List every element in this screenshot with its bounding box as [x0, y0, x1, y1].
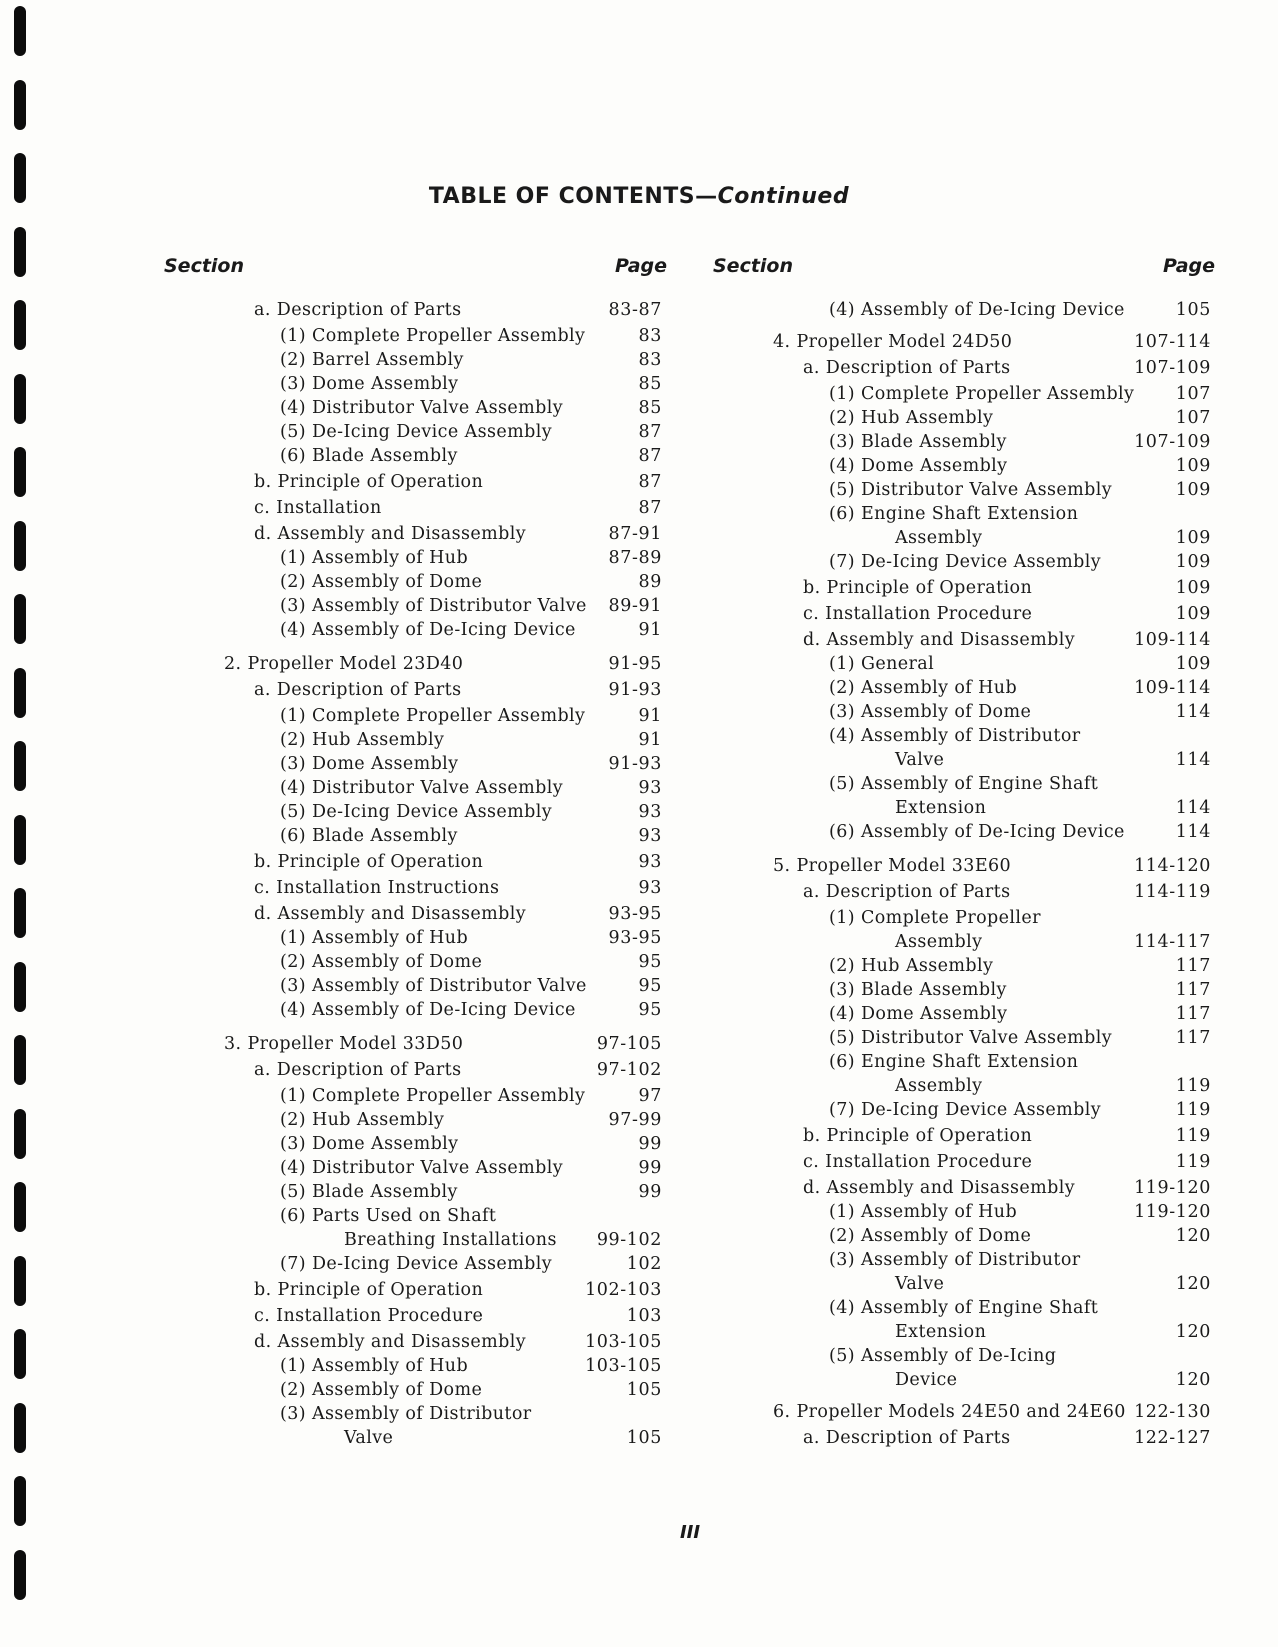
toc-entry-label: (4) Dome Assembly: [829, 1004, 1008, 1024]
toc-entry-label: Assembly: [895, 932, 983, 952]
toc-entry-label: 2. Propeller Model 23D40: [224, 654, 464, 674]
toc-entry-label: (3) Dome Assembly: [280, 754, 459, 774]
toc-entry-label: d. Assembly and Disassembly: [803, 1178, 1076, 1198]
toc-entry-label: (5) De-Icing Device Assembly: [280, 422, 553, 442]
toc-entry-label: d. Assembly and Disassembly: [254, 524, 527, 544]
toc-entry-page: 83: [638, 350, 662, 370]
toc-entry-label: c. Installation Procedure: [254, 1306, 484, 1326]
toc-entry-label: (5) Blade Assembly: [280, 1182, 458, 1202]
toc-entry-label: (1) Assembly of Hub: [280, 928, 469, 948]
binding-hole: [14, 1182, 26, 1232]
toc-entry-page: 93: [638, 778, 662, 798]
toc-entry-label: (2) Assembly of Dome: [280, 1380, 483, 1400]
binding-hole: [14, 1476, 26, 1526]
toc-entry-page: 114-117: [1134, 932, 1211, 952]
left-section-header: Section: [164, 255, 245, 277]
toc-entry-label: Breathing Installations: [344, 1230, 557, 1250]
toc-entry-label: (1) Complete Propeller Assembly: [829, 384, 1135, 404]
toc-entry-page: 93-95: [608, 928, 662, 948]
binding-hole: [14, 594, 26, 644]
toc-entry-page: 93-95: [608, 904, 662, 924]
toc-entry-page: 93: [638, 826, 662, 846]
toc-entry-label: (2) Assembly of Dome: [280, 572, 483, 592]
toc-entry-page: 99: [638, 1182, 662, 1202]
toc-entry-label: 4. Propeller Model 24D50: [773, 332, 1013, 352]
toc-entry-page: 120: [1175, 1370, 1211, 1390]
toc-entry-label: (3) Assembly of Dome: [829, 702, 1032, 722]
toc-entry-label: d. Assembly and Disassembly: [803, 630, 1076, 650]
binding-hole: [14, 521, 26, 571]
toc-entry-page: 117: [1175, 980, 1211, 1000]
toc-entry-label: Valve: [895, 1274, 945, 1294]
toc-entry-page: 87: [638, 446, 662, 466]
binding-hole: [14, 1109, 26, 1159]
toc-entry-page: 89-91: [608, 596, 662, 616]
toc-entry-label: b. Principle of Operation: [803, 578, 1033, 598]
toc-entry-label: (4) Distributor Valve Assembly: [280, 778, 564, 798]
toc-entry-label: (5) Distributor Valve Assembly: [829, 1028, 1113, 1048]
toc-entry-page: 114: [1175, 798, 1211, 818]
toc-entry-page: 102-103: [585, 1280, 662, 1300]
binding-hole: [14, 300, 26, 350]
toc-entry-label: (2) Assembly of Dome: [829, 1226, 1032, 1246]
toc-entry-page: 114-119: [1134, 882, 1211, 902]
toc-entry-page: 93: [638, 852, 662, 872]
toc-entry-page: 117: [1175, 956, 1211, 976]
toc-entry-page: 120: [1175, 1322, 1211, 1342]
toc-entry-page: 114: [1175, 750, 1211, 770]
toc-entry-page: 107-109: [1134, 358, 1211, 378]
toc-entry-page: 122-127: [1134, 1428, 1211, 1448]
toc-entry-label: (5) Assembly of Engine Shaft: [829, 774, 1099, 794]
toc-entry-page: 91-93: [608, 680, 662, 700]
title-main: TABLE OF CONTENTS—: [428, 184, 718, 209]
right-page-header: Page: [1163, 255, 1216, 277]
toc-entry-label: (2) Assembly of Dome: [280, 952, 483, 972]
toc-entry-page: 87: [638, 422, 662, 442]
toc-entry-label: (2) Hub Assembly: [280, 1110, 445, 1130]
toc-entry-page: 122-130: [1134, 1402, 1211, 1422]
toc-entry-page: 105: [626, 1428, 662, 1448]
toc-entry-page: 107: [1175, 408, 1211, 428]
toc-entry-label: (1) Assembly of Hub: [829, 1202, 1018, 1222]
binding-hole: [14, 1329, 26, 1379]
toc-entry-page: 114: [1175, 822, 1211, 842]
binding-hole: [14, 668, 26, 718]
toc-entry-page: 85: [638, 374, 662, 394]
toc-entry-page: 119: [1175, 1100, 1211, 1120]
toc-entry-label: Assembly: [895, 1076, 983, 1096]
toc-entry-label: (7) De-Icing Device Assembly: [829, 1100, 1102, 1120]
toc-entry-page: 103-105: [585, 1356, 662, 1376]
toc-entry-label: (3) Assembly of Distributor Valve: [280, 596, 587, 616]
toc-entry-page: 120: [1175, 1274, 1211, 1294]
toc-entry-label: (1) Complete Propeller Assembly: [280, 1086, 586, 1106]
toc-entry-label: 6. Propeller Models 24E50 and 24E60: [773, 1402, 1126, 1422]
toc-entry-label: a. Description of Parts: [803, 882, 1011, 902]
toc-entry-page: 87-91: [608, 524, 662, 544]
toc-entry-label: (2) Hub Assembly: [829, 408, 994, 428]
toc-entry-page: 91: [638, 730, 662, 750]
toc-entry-label: (5) Distributor Valve Assembly: [829, 480, 1113, 500]
toc-entry-page: 114-120: [1134, 856, 1211, 876]
toc-entry-label: a. Description of Parts: [254, 680, 462, 700]
toc-entry-label: Device: [895, 1370, 958, 1390]
toc-entry-label: (4) Assembly of Distributor: [829, 726, 1081, 746]
toc-entry-label: (2) Hub Assembly: [829, 956, 994, 976]
toc-entry-label: (2) Assembly of Hub: [829, 678, 1018, 698]
toc-entry-label: 3. Propeller Model 33D50: [224, 1034, 464, 1054]
toc-entry-page: 103-105: [585, 1332, 662, 1352]
toc-entry-label: (3) Dome Assembly: [280, 1134, 459, 1154]
binding-hole: [14, 374, 26, 424]
toc-entry-label: (7) De-Icing Device Assembly: [280, 1254, 553, 1274]
toc-entry-label: a. Description of Parts: [254, 300, 462, 320]
toc-entry-page: 119-120: [1134, 1202, 1211, 1222]
toc-entry-page: 109: [1175, 480, 1211, 500]
toc-entry-page: 87-89: [608, 548, 662, 568]
toc-entry-page: 85: [638, 398, 662, 418]
toc-entry-page: 109: [1175, 552, 1211, 572]
toc-entry-page: 93: [638, 878, 662, 898]
toc-entry-label: (5) Assembly of De-Icing: [829, 1346, 1057, 1366]
toc-entry-page: 91: [638, 620, 662, 640]
toc-entry-label: (6) Engine Shaft Extension: [829, 504, 1079, 524]
toc-entry-page: 119: [1175, 1076, 1211, 1096]
binding-hole: [14, 1035, 26, 1085]
toc-entry-label: (1) General: [829, 654, 935, 674]
binding-hole: [14, 447, 26, 497]
toc-entry-label: a. Description of Parts: [803, 1428, 1011, 1448]
toc-entry-page: 119: [1175, 1152, 1211, 1172]
binding-hole: [14, 815, 26, 865]
toc-entry-label: (3) Assembly of Distributor: [829, 1250, 1081, 1270]
toc-entry-label: (5) De-Icing Device Assembly: [280, 802, 553, 822]
toc-entry-page: 109: [1175, 604, 1211, 624]
toc-entry-label: (1) Complete Propeller Assembly: [280, 706, 586, 726]
toc-entry-label: (4) Dome Assembly: [829, 456, 1008, 476]
toc-entry-label: (4) Assembly of De-Icing Device: [829, 300, 1125, 320]
toc-entry-label: Assembly: [895, 528, 983, 548]
toc-entry-page: 114: [1175, 702, 1211, 722]
toc-entry-label: c. Installation Procedure: [803, 1152, 1033, 1172]
binding-hole: [14, 741, 26, 791]
toc-entry-page: 83-87: [608, 300, 662, 320]
toc-entry-page: 107: [1175, 384, 1211, 404]
toc-entry-page: 119-120: [1134, 1178, 1211, 1198]
toc-entry-label: (6) Parts Used on Shaft: [280, 1206, 497, 1226]
toc-entry-label: (4) Distributor Valve Assembly: [280, 1158, 564, 1178]
page-number: III: [679, 1522, 701, 1543]
toc-entry-page: 87: [638, 472, 662, 492]
toc-entry-label: d. Assembly and Disassembly: [254, 1332, 527, 1352]
toc-entry-page: 95: [638, 1000, 662, 1020]
toc-entry-page: 107-109: [1134, 432, 1211, 452]
toc-entry-page: 91: [638, 706, 662, 726]
toc-entry-page: 97-102: [596, 1060, 662, 1080]
toc-entry-label: (6) Assembly of De-Icing Device: [829, 822, 1125, 842]
toc-entry-label: (2) Hub Assembly: [280, 730, 445, 750]
toc-entry-label: Valve: [344, 1428, 394, 1448]
toc-entry-label: a. Description of Parts: [803, 358, 1011, 378]
toc-entry-label: (4) Assembly of Engine Shaft: [829, 1298, 1099, 1318]
toc-entry-label: (6) Engine Shaft Extension: [829, 1052, 1079, 1072]
binding-hole: [14, 6, 26, 56]
toc-entry-label: (3) Assembly of Distributor Valve: [280, 976, 587, 996]
left-page-header: Page: [615, 255, 668, 277]
toc-entry-label: (6) Blade Assembly: [280, 826, 458, 846]
toc-entry-label: c. Installation: [254, 498, 382, 518]
toc-entry-label: (3) Dome Assembly: [280, 374, 459, 394]
toc-entry-label: (1) Assembly of Hub: [280, 548, 469, 568]
toc-entry-label: Extension: [895, 798, 987, 818]
toc-entry-label: (7) De-Icing Device Assembly: [829, 552, 1102, 572]
toc-entry-page: 95: [638, 976, 662, 996]
toc-entry-page: 95: [638, 952, 662, 972]
binding-hole: [14, 80, 26, 130]
spiral-binding: [8, 0, 24, 1647]
binding-hole: [14, 1256, 26, 1306]
binding-hole: [14, 962, 26, 1012]
toc-entry-label: (1) Assembly of Hub: [280, 1356, 469, 1376]
toc-entry-label: (3) Assembly of Distributor: [280, 1404, 532, 1424]
toc-entry-label: b. Principle of Operation: [254, 472, 484, 492]
toc-entry-page: 109: [1175, 578, 1211, 598]
toc-entry-label: b. Principle of Operation: [254, 852, 484, 872]
toc-entry-label: (2) Barrel Assembly: [280, 350, 464, 370]
toc-entry-label: (3) Blade Assembly: [829, 980, 1007, 1000]
toc-entry-label: Valve: [895, 750, 945, 770]
toc-entry-page: 93: [638, 802, 662, 822]
toc-entry-label: (3) Blade Assembly: [829, 432, 1007, 452]
toc-entry-label: a. Description of Parts: [254, 1060, 462, 1080]
toc-entry-label: (1) Complete Propeller Assembly: [280, 326, 586, 346]
toc-entry-page: 91-95: [608, 654, 662, 674]
toc-entry-label: c. Installation Procedure: [803, 604, 1033, 624]
toc-entry-page: 97-99: [608, 1110, 662, 1130]
toc-entry-page: 102: [626, 1254, 662, 1274]
toc-entry-page: 87: [638, 498, 662, 518]
toc-entry-label: d. Assembly and Disassembly: [254, 904, 527, 924]
toc-entry-label: b. Principle of Operation: [803, 1126, 1033, 1146]
toc-entry-label: 5. Propeller Model 33E60: [773, 856, 1012, 876]
toc-entry-page: 99: [638, 1158, 662, 1178]
binding-hole: [14, 888, 26, 938]
toc-entry-page: 109: [1175, 528, 1211, 548]
toc-entry-page: 99: [638, 1134, 662, 1154]
toc-entry-page: 83: [638, 326, 662, 346]
toc-entry-page: 117: [1175, 1028, 1211, 1048]
toc-entry-page: 97-105: [596, 1034, 662, 1054]
toc-entry-label: (1) Complete Propeller: [829, 908, 1041, 928]
toc-entry-label: c. Installation Instructions: [254, 878, 500, 898]
binding-hole: [14, 1550, 26, 1600]
toc-entry-page: 105: [1175, 300, 1211, 320]
toc-entry-label: (4) Distributor Valve Assembly: [280, 398, 564, 418]
toc-entry-page: 89: [638, 572, 662, 592]
toc-entry-page: 109: [1175, 654, 1211, 674]
toc-entry-page: 107-114: [1134, 332, 1211, 352]
page-title: [0, 184, 1278, 209]
toc-entry-page: 97: [638, 1086, 662, 1106]
toc-entry-page: 99-102: [596, 1230, 662, 1250]
toc-entry-page: 103: [626, 1306, 662, 1326]
toc-entry-page: 119: [1175, 1126, 1211, 1146]
toc-entry-page: 109-114: [1134, 630, 1211, 650]
toc-entry-page: 91-93: [608, 754, 662, 774]
toc-entry-label: Extension: [895, 1322, 987, 1342]
toc-entry-page: 105: [626, 1380, 662, 1400]
binding-hole: [14, 1403, 26, 1453]
toc-entry-label: (6) Blade Assembly: [280, 446, 458, 466]
toc-entry-label: (4) Assembly of De-Icing Device: [280, 1000, 576, 1020]
toc-entry-label: (4) Assembly of De-Icing Device: [280, 620, 576, 640]
toc-entry-page: 109: [1175, 456, 1211, 476]
toc-entry-page: 120: [1175, 1226, 1211, 1246]
toc-entry-page: 109-114: [1134, 678, 1211, 698]
binding-hole: [14, 227, 26, 277]
toc-entry-page: 117: [1175, 1004, 1211, 1024]
toc-entry-label: b. Principle of Operation: [254, 1280, 484, 1300]
title-continued: Continued: [717, 184, 850, 209]
right-section-header: Section: [713, 255, 794, 277]
